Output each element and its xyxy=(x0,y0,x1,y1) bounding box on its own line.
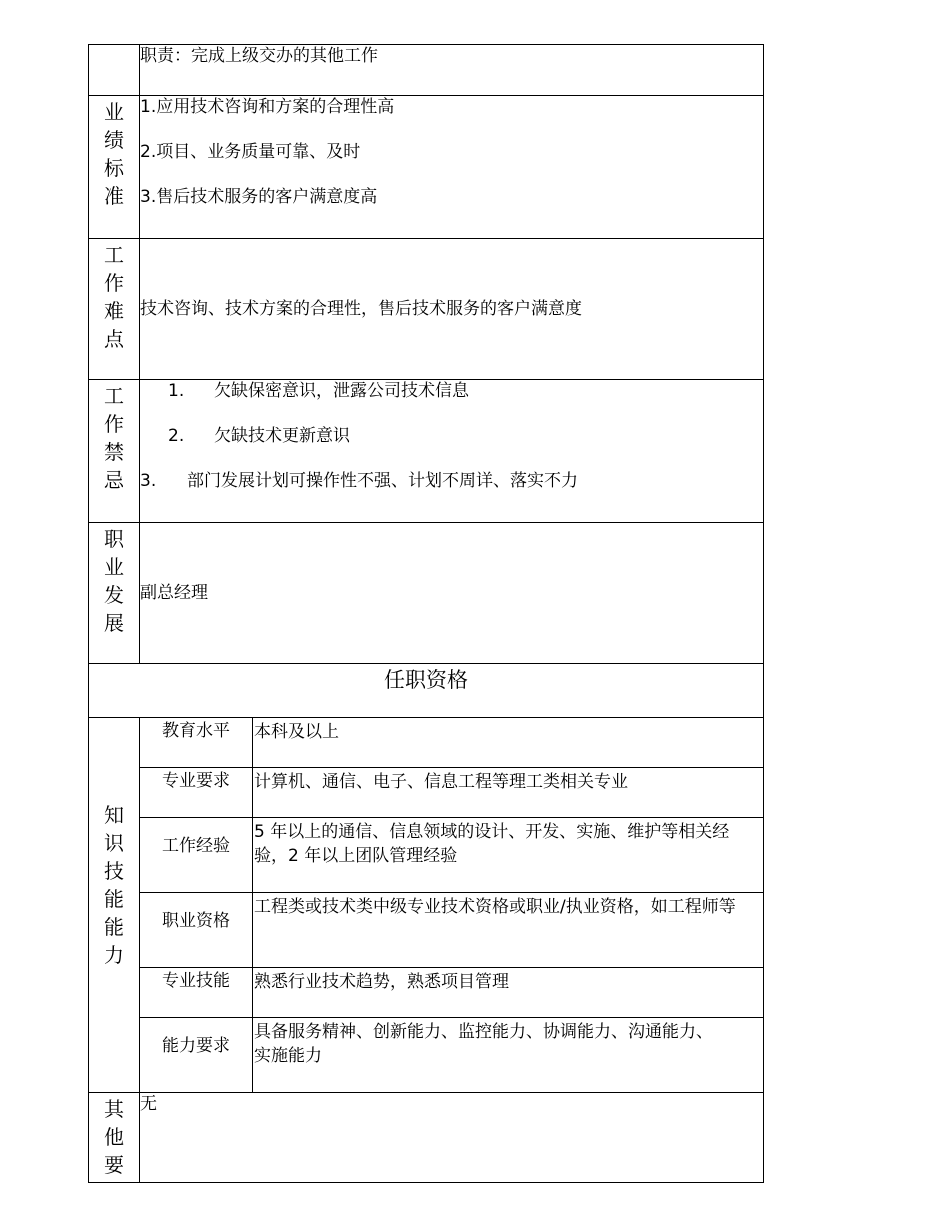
performance-row xyxy=(89,96,764,239)
skill-label: 专业要求 xyxy=(140,768,253,818)
skill-value: 计算机、通信、电子、信息工程等理工类相关专业 xyxy=(253,768,764,818)
performance-item: 1.应用技术咨询和方案的合理性高 xyxy=(140,97,395,117)
performance-label: 业 绩 标 准 xyxy=(89,96,140,239)
skill-row xyxy=(89,1018,764,1093)
performance-item: 2.项目、业务质量可靠、及时 xyxy=(140,141,361,162)
job-description-table xyxy=(88,44,764,1183)
skill-label: 教育水平 xyxy=(140,718,253,768)
skill-label: 职业资格 xyxy=(140,893,253,968)
skill-value: 5 年以上的通信、信息领域的设计、开发、实施、维护等相关经验，2 年以上团队管理经验 xyxy=(253,818,764,893)
skill-value: 具备服务精神、创新能力、监控能力、协调能力、沟通能力、实施能力 xyxy=(253,1018,764,1093)
skill-label: 专业技能 xyxy=(140,968,253,1018)
taboo-item: 2. 欠缺技术更新意识 xyxy=(168,425,350,446)
skill-label: 能力要求 xyxy=(140,1018,253,1093)
skill-row xyxy=(89,718,764,768)
qualification-title-row xyxy=(89,664,764,718)
career-text: 副总经理 xyxy=(140,523,764,664)
other-text: 无 xyxy=(140,1093,764,1183)
taboo-item: 3. 部门发展计划可操作性不强、计划不周详、落实不力 xyxy=(140,470,578,491)
qualification-title: 任职资格 xyxy=(89,664,764,718)
taboo-content xyxy=(140,380,764,523)
duty-row xyxy=(89,45,764,96)
other-row xyxy=(89,1093,764,1183)
career-label: 职 业 发 展 xyxy=(89,523,140,664)
difficulty-text: 技术咨询、技术方案的合理性，售后技术服务的客户满意度 xyxy=(140,239,764,380)
difficulty-row xyxy=(89,239,764,380)
duty-label-cell xyxy=(89,45,140,96)
taboo-label: 工 作 禁 忌 xyxy=(89,380,140,523)
skill-value: 工程类或技术类中级专业技术资格或职业/执业资格，如工程师等 xyxy=(253,893,764,968)
skill-value: 本科及以上 xyxy=(253,718,764,768)
performance-item: 3.售后技术服务的客户满意度高 xyxy=(140,186,378,207)
taboo-item: 1. 欠缺保密意识，泄露公司技术信息 xyxy=(168,381,469,401)
skill-label: 工作经验 xyxy=(140,818,253,893)
skill-value: 熟悉行业技术趋势，熟悉项目管理 xyxy=(253,968,764,1018)
difficulty-label: 工 作 难 点 xyxy=(89,239,140,380)
skill-row xyxy=(89,893,764,968)
skill-row xyxy=(89,768,764,818)
skill-row xyxy=(89,818,764,893)
skills-label: 知 识 技 能 能 力 xyxy=(89,718,140,1093)
performance-content xyxy=(140,96,764,239)
taboo-row xyxy=(89,380,764,523)
skill-row xyxy=(89,968,764,1018)
career-row xyxy=(89,523,764,664)
duty-text: 职责：完成上级交办的其他工作 xyxy=(140,45,764,96)
other-label: 其 他 要 xyxy=(89,1093,140,1183)
